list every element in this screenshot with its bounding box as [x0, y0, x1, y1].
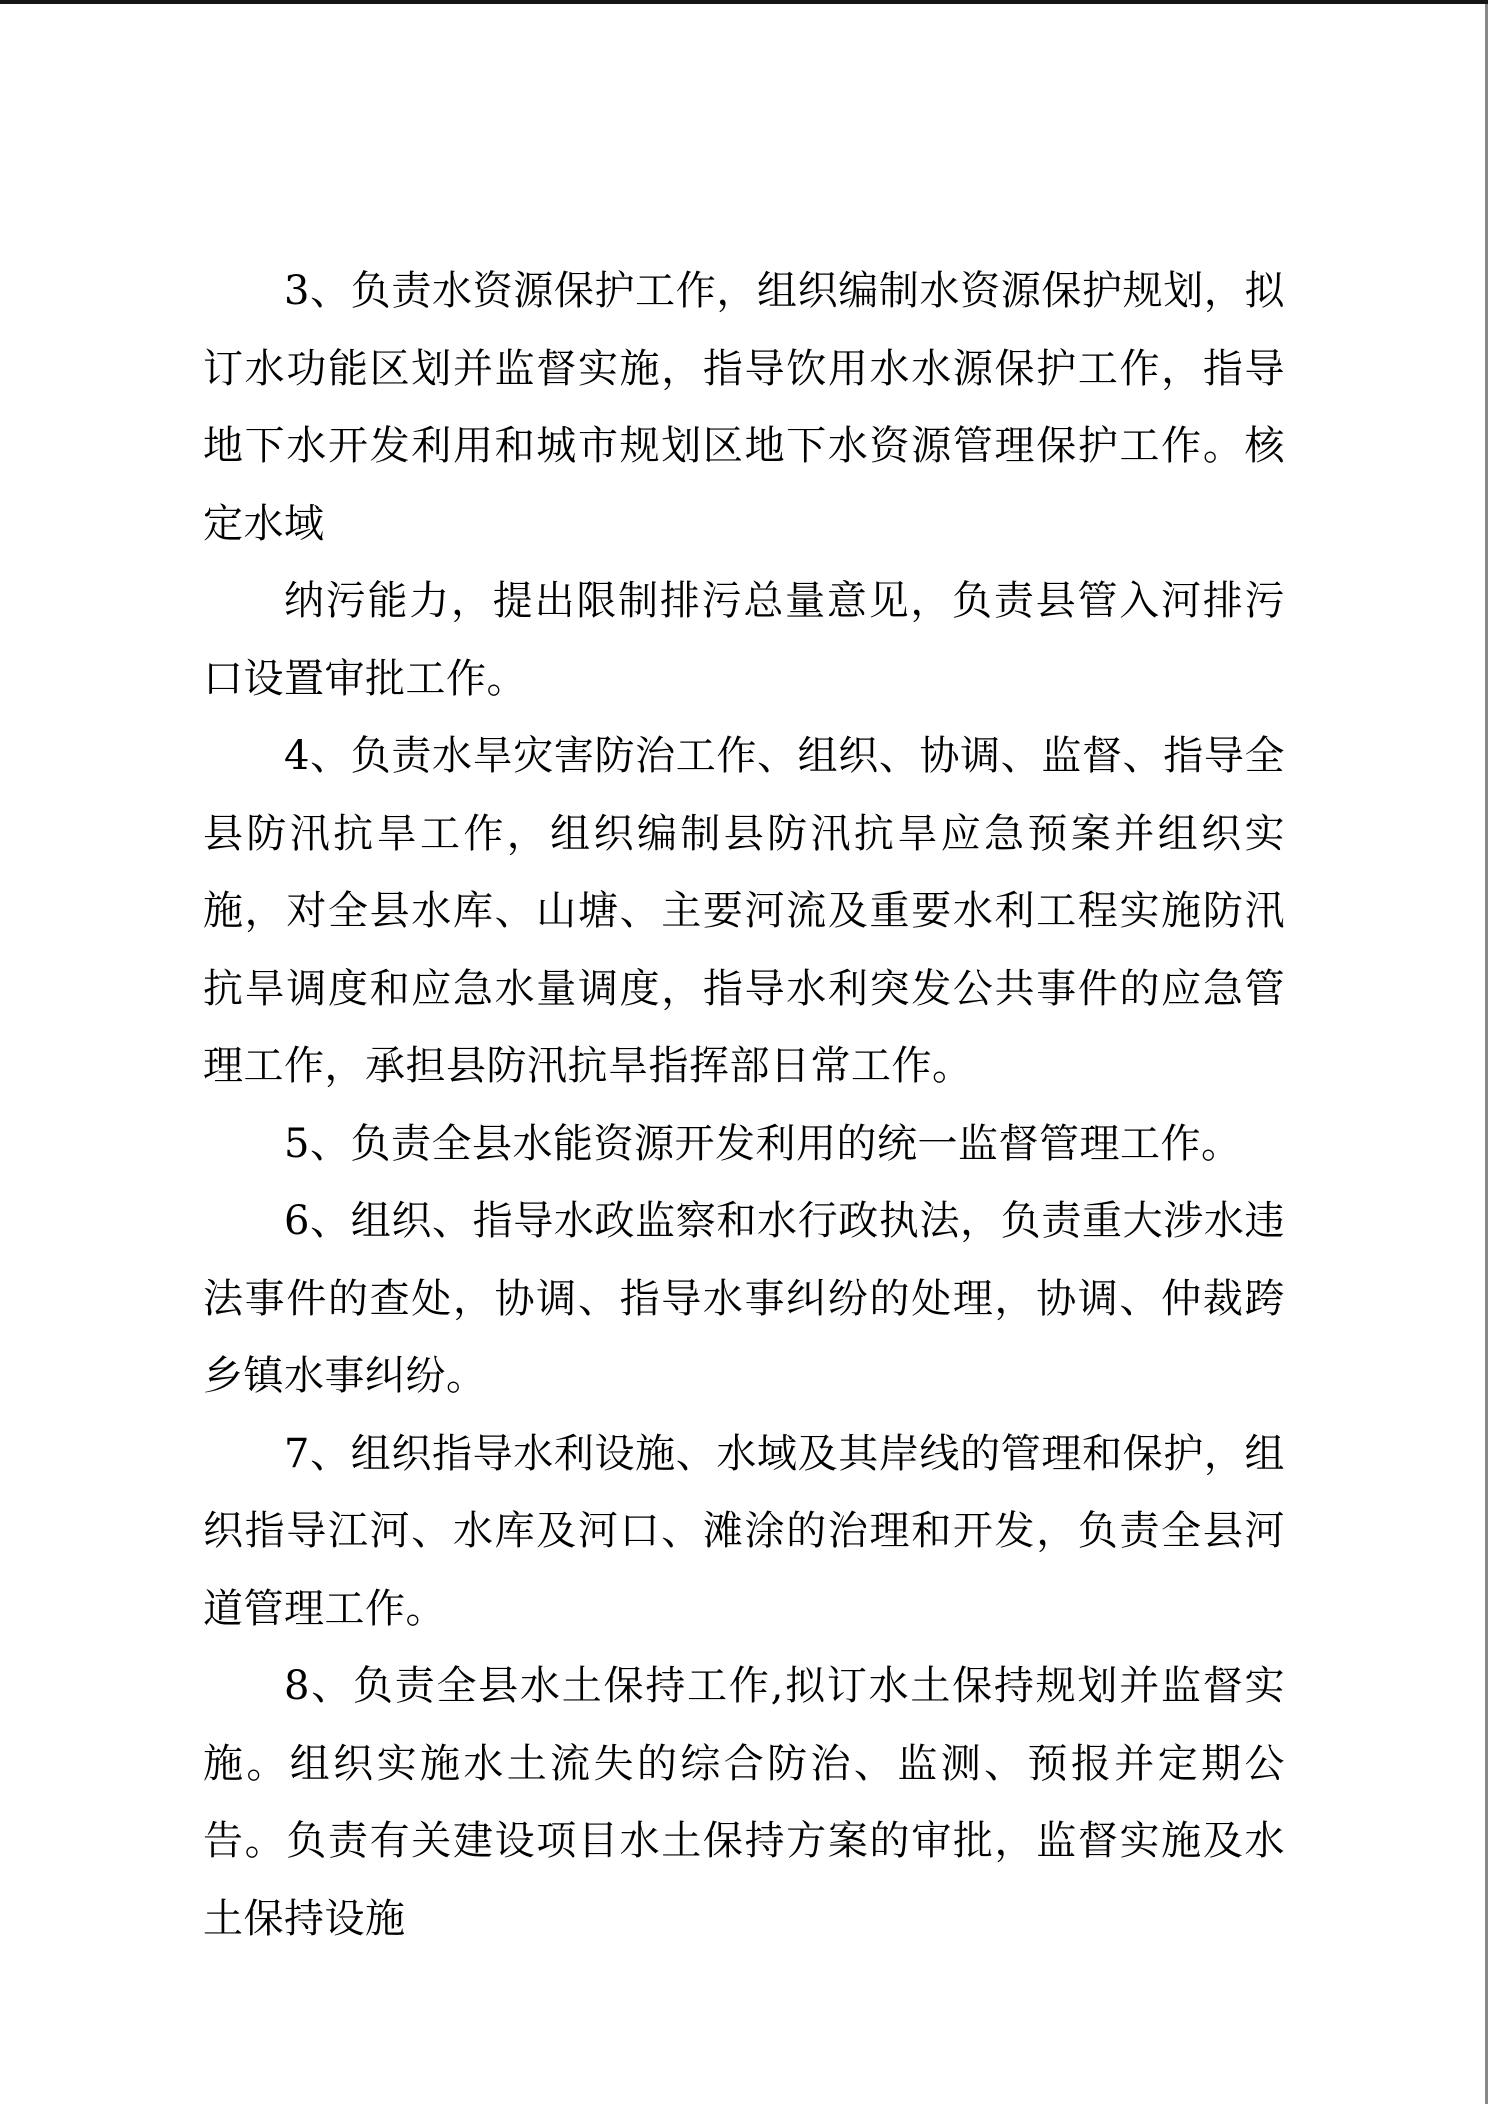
document-body — [203, 253, 1285, 1958]
paragraph-item-3-continued: 纳污能力，提出限制排污总量意见，负责县管入河排污口设置审批工作。 — [203, 578, 1285, 702]
paragraph-item-6: 6、组织、指导水政监察和水行政执法，负责重大涉水违法事件的查处，协调、指导水事纠纷的处理，协调、仲裁跨乡镇水事纠纷。 — [203, 1198, 1285, 1399]
paragraph-item-3: 3、负责水资源保护工作，组织编制水资源保护规划，拟订水功能区划并监督实施，指导饮用水水源保护工作，指导地下水开发利用和城市规划区地下水资源管理保护工作。核定水域 — [203, 268, 1285, 547]
paragraph-item-8: 8、负责全县水土保持工作,拟订水土保持规划并监督实施。组织实施水土流失的综合防治、监测、预报并定期公告。负责有关建设项目水土保持方案的审批，监督实施及水土保持设施 — [203, 1663, 1285, 1942]
paragraph-item-5: 5、负责全县水能资源开发利用的统一监督管理工作。 — [284, 1120, 1242, 1167]
paragraph-item-7: 7、组织指导水利设施、水域及其岸线的管理和保护，组织指导江河、水库及河口、滩涂的治理和开发，负责全县河道管理工作。 — [203, 1430, 1285, 1632]
paragraph-item-4: 4、负责水旱灾害防治工作、组织、协调、监督、指导全县防汛抗旱工作，组织编制县防汛抗旱应急预案并组织实施，对全县水库、山塘、主要河流及重要水利工程实施防汛抗旱调度和应急水量调度，指导水利突发公共事件的应急管理工作，承担县防汛抗旱指挥部日常工作。 — [203, 733, 1285, 1089]
